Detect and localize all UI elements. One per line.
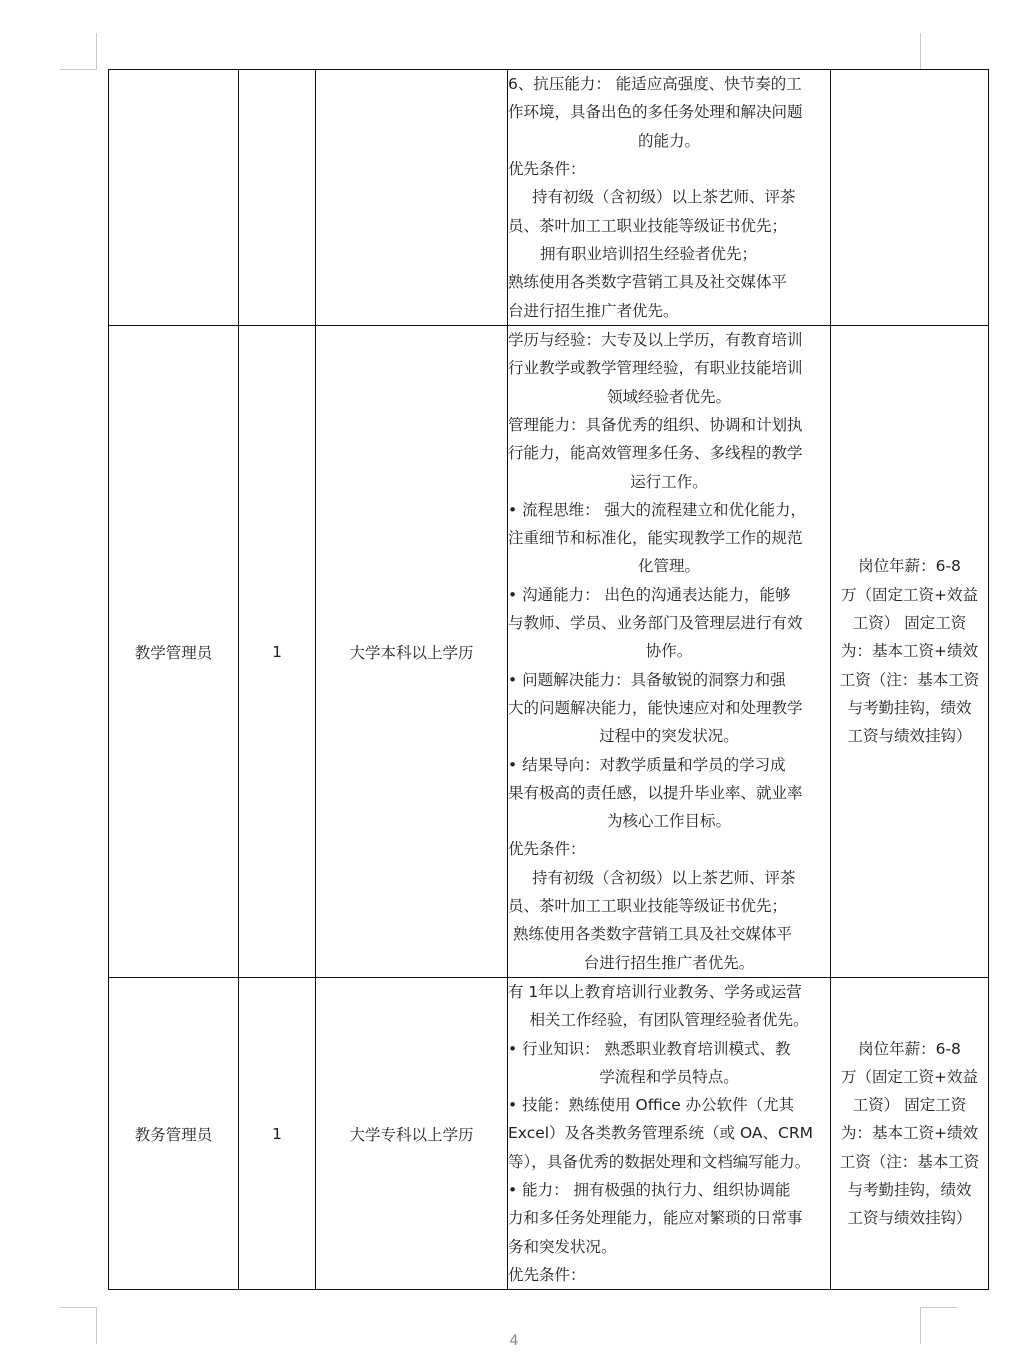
requirements-cell: [508, 70, 831, 326]
salary-cell: [831, 978, 989, 1290]
requirement-line: 果有极高的责任感，以提升毕业率、就业率: [508, 783, 803, 802]
requirement-line: Excel）及各类教务管理系统（或 OA、CRM: [508, 1124, 813, 1143]
requirement-line: • 沟通能力： 出色的沟通表达能力，能够: [508, 585, 791, 604]
requirement-line: 务和突发状况。: [508, 1237, 617, 1256]
requirement-line: 熟练使用各类数字营销工具及社交媒体平: [508, 273, 788, 292]
requirement-line: 注重细节和标准化，能实现教学工作的规范: [508, 529, 803, 548]
salary-cell: [831, 326, 989, 978]
table-row: [109, 326, 989, 978]
requirement-line: 大的问题解决能力，能快速应对和处理教学: [508, 698, 803, 717]
salary-line: 岗位年薪：6-8: [858, 557, 961, 576]
requirement-line: 学历与经验：大专及以上学历，有教育培训: [508, 331, 803, 350]
requirement-line: 优先条件：: [508, 1265, 586, 1284]
requirement-line: 台进行招生推广者优先。: [508, 301, 679, 320]
requirement-line: 台进行招生推广者优先。: [583, 953, 755, 972]
requirement-line: • 结果导向：对教学质量和学员的学习成: [508, 755, 786, 774]
requirement-line: 员、茶叶加工工职业技能等级证书优先；: [508, 897, 788, 916]
requirement-line: 相关工作经验，有团队管理经验者优先。: [529, 1011, 809, 1030]
requirements-cell: [508, 978, 831, 1290]
requirement-line: 行能力，能高效管理多任务、多线程的教学: [508, 444, 803, 463]
table-row: [109, 978, 989, 1290]
salary-line: 工资） 固定工资: [852, 614, 967, 633]
requirement-line: 优先条件：: [508, 160, 586, 179]
requirement-line: 化管理。: [637, 557, 700, 576]
requirement-line: 拥有职业培训招生经验者优先；: [540, 244, 758, 263]
position-cell: [109, 70, 239, 326]
requirement-line: 与教师、学员、业务部门及管理层进行有效: [508, 614, 803, 633]
education-cell: 大学专科以上学历: [316, 978, 508, 1290]
requirement-line: • 行业知识： 熟悉职业教育培训模式、教: [508, 1039, 791, 1058]
table-row: [109, 70, 989, 326]
requirement-line: 优先条件：: [508, 840, 586, 859]
position-cell: 教学管理员: [109, 326, 239, 978]
requirement-line: 协作。: [645, 642, 693, 661]
requirement-line: 作环境，具备出色的多任务处理和解决问题: [508, 103, 803, 122]
requirement-line: 持有初级（含初级）以上茶艺师、评茶: [532, 868, 796, 887]
crop-mark-top-left: [60, 33, 97, 70]
page-number: 4: [509, 1333, 519, 1349]
salary-line: 与考勤挂钩，绩效: [847, 698, 972, 717]
salary-line: 岗位年薪：6-8: [858, 1039, 961, 1058]
education-cell: [316, 70, 508, 326]
requirement-line: • 能力： 拥有极强的执行力、组织协调能: [508, 1181, 791, 1200]
salary-line: 工资（注：基本工资: [839, 1152, 980, 1171]
requirement-line: • 问题解决能力：具备敏锐的洞察力和强: [508, 670, 786, 689]
count-cell: [239, 70, 316, 326]
requirement-line: 为核心工作目标。: [606, 812, 731, 831]
position-cell: 教务管理员: [109, 978, 239, 1290]
requirement-line: 行业教学或教学管理经验，有职业技能培训: [508, 359, 803, 378]
requirement-line: • 技能：熟练使用 Office 办公软件（尤其: [508, 1096, 795, 1115]
education-cell: 大学本科以上学历: [316, 326, 508, 978]
requirement-line: 学流程和学员特点。: [599, 1067, 739, 1086]
requirement-line: • 流程思维： 强大的流程建立和优化能力，: [508, 500, 806, 519]
requirement-line: 领域经验者优先。: [606, 387, 731, 406]
requirement-line: 力和多任务处理能力，能应对繁琐的日常事: [508, 1209, 803, 1228]
salary-line: 工资） 固定工资: [852, 1096, 967, 1115]
salary-line: 为：基本工资+绩效: [841, 642, 978, 661]
requirement-line: 管理能力：具备优秀的组织、协调和计划执: [508, 415, 803, 434]
requirement-line: 运行工作。: [630, 472, 708, 491]
salary-line: 万（固定工资+效益: [841, 585, 978, 604]
salary-line: 工资与绩效挂钩）: [847, 1209, 972, 1228]
requirement-line: 熟练使用各类数字营销工具及社交媒体平: [513, 925, 793, 944]
count-cell: 1: [239, 326, 316, 978]
requirement-line: 6、抗压能力： 能适应高强度、快节奏的工: [508, 75, 802, 94]
salary-line: 工资与绩效挂钩）: [847, 727, 972, 746]
crop-mark-top-right: [920, 33, 957, 70]
requirement-line: 有 1年以上教育培训行业教务、学务或运营: [508, 983, 802, 1001]
requirement-line: 过程中的突发状况。: [599, 727, 739, 746]
salary-line: 为：基本工资+绩效: [841, 1124, 978, 1143]
count-cell: 1: [239, 978, 316, 1290]
job-requirements-table: [108, 69, 989, 1290]
requirement-line: 员、茶叶加工工职业技能等级证书优先；: [508, 216, 788, 235]
salary-cell: [831, 70, 989, 326]
salary-line: 工资（注：基本工资: [839, 670, 980, 689]
salary-line: 与考勤挂钩，绩效: [847, 1181, 972, 1200]
salary-line: 万（固定工资+效益: [841, 1067, 978, 1086]
requirements-cell: [508, 326, 831, 978]
requirement-line: 持有初级（含初级）以上茶艺师、评茶: [532, 188, 796, 207]
requirement-line: 等），具备优秀的数据处理和文档编写能力。: [508, 1152, 811, 1171]
requirement-line: 的能力。: [637, 131, 700, 150]
